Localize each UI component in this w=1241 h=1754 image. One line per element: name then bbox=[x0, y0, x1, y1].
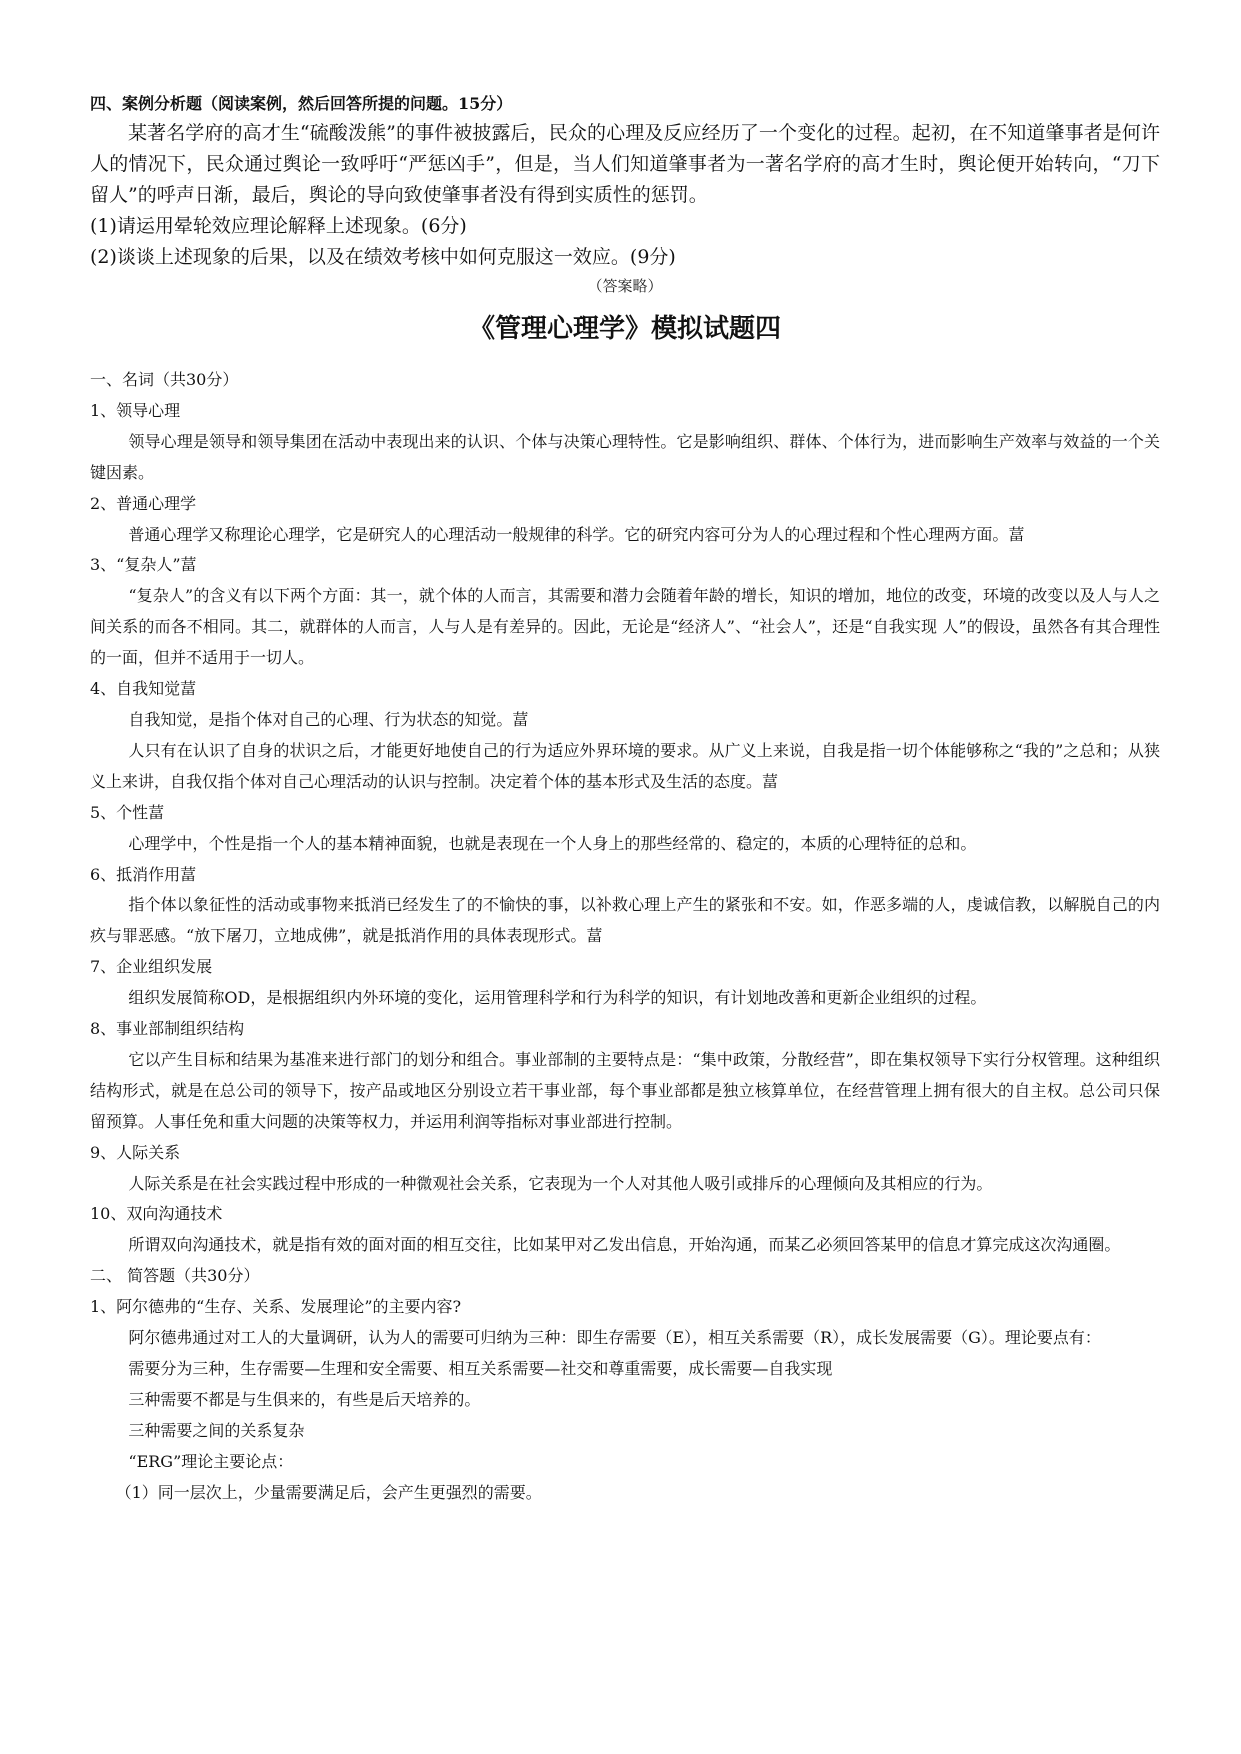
section-2-heading: 二、 简答题（共30分） bbox=[90, 1266, 260, 1286]
term-definition: 组织发展简称OD，是根据组织内外环境的变化，运用管理科学和行为科学的知识，有计划地改善和更新企业组织的过程。 bbox=[128, 988, 987, 1008]
term-definition: 普通心理学又称理论心理学，它是研究人的心理活动一般规律的科学。它的研究内容可分为人的心理过程和个性心理两方面。葍 bbox=[128, 524, 1025, 544]
term-heading: 3、“复杂人”葍 bbox=[90, 555, 197, 575]
case-heading: 四、案例分析题（阅读案例，然后回答所提的问题。15分） bbox=[90, 94, 513, 113]
term-heading: 4、自我知觉葍 bbox=[90, 679, 197, 699]
case-analysis-section bbox=[90, 92, 1160, 297]
term-definition: 它以产生目标和结果为基准来进行部门的划分和组合。事业部制的主要特点是：“集中政策，分散经营”，即在集权领导下实行分权管理。这种组织结构形式，就是在总公司的领导下，按产品或地区分别设立若干事业部，每个事业部都是独立核算单位，在经营管理上拥有很大的自主权。总公司只保留预算。人事任免和重大问题的决策等权力，并运用利润等指标对事业部进行控制。 bbox=[90, 1049, 1160, 1131]
term-heading: 2、普通心理学 bbox=[90, 493, 197, 513]
case-paragraph: 某著名学府的高才生“硫酸泼熊”的事件被披露后，民众的心理及反应经历了一个变化的过程。起初，在不知道肇事者是何许人的情况下，民众通过舆论一致呼吁“严惩凶手”，但是，当人们知道肇事者为一著名学府的高才生时，舆论便开始转向，“刀下留人”的呼声日渐，最后，舆论的导向致使肇事者没有得到实质性的惩罚。 bbox=[90, 122, 1160, 206]
answer-point: 三种需要之间的关系复杂 bbox=[128, 1420, 305, 1440]
term-heading: 7、企业组织发展 bbox=[90, 957, 213, 977]
term-definition: 人只有在认识了自身的状识之后，才能更好地使自己的行为适应外界环境的要求。从广义上来说，自我是指一切个体能够称之“我的”之总和；从狭义上来讲，自我仅指个体对自己心理活动的认识与控制。决定着个体的基本形式及生活的态度。葍 bbox=[90, 740, 1160, 791]
question-heading: 1、阿尔德弗的“生存、关系、发展理论”的主要内容? bbox=[90, 1297, 462, 1317]
term-heading: 1、领导心理 bbox=[90, 400, 181, 420]
answer-point: 需要分为三种，生存需要—生理和安全需要、相互关系需要—社交和尊重需要，成长需要—自我实现 bbox=[128, 1359, 833, 1378]
answer-sub-point: （1）同一层次上，少量需要满足后，会产生更强烈的需要。 bbox=[115, 1482, 542, 1502]
term-definition: 自我知觉，是指个体对自己的心理、行为状态的知觉。葍 bbox=[128, 709, 529, 729]
section-1-heading: 一、名词（共30分） bbox=[90, 370, 239, 389]
term-heading: 5、个性葍 bbox=[90, 802, 165, 822]
case-question-1: (1)请运用晕轮效应理论解释上述现象。(6分) bbox=[90, 215, 467, 237]
exam-title: 《管理心理学》模拟试题四 bbox=[468, 314, 781, 344]
term-heading: 9、人际关系 bbox=[90, 1142, 181, 1162]
term-heading: 10、双向沟通技术 bbox=[90, 1204, 223, 1224]
term-definition: 心理学中，个性是指一个人的基本精神面貌，也就是表现在一个人身上的那些经常的、稳定的，本质的心理特征的总和。 bbox=[128, 833, 977, 853]
term-definition: 所谓双向沟通技术，就是指有效的面对面的相互交往，比如某甲对乙发出信息，开始沟通，而某乙必须回答某甲的信息才算完成这次沟通圈。 bbox=[128, 1235, 1121, 1255]
question-answer: 阿尔德弗通过对工人的大量调研，认为人的需要可归纳为三种：即生存需要（E），相互关系需要（R），成长发展需要（G）。理论要点有： bbox=[128, 1328, 1101, 1348]
term-definition: 人际关系是在社会实践过程中形成的一种微观社会关系，它表现为一个人对其他人吸引或排斥的心理倾向及其相应的行为。 bbox=[128, 1173, 993, 1193]
term-heading: 6、抵消作用葍 bbox=[90, 864, 197, 884]
answer-point: “ERG”理论主要论点： bbox=[128, 1451, 294, 1471]
exam-body bbox=[90, 365, 1160, 1509]
term-definition: 指个体以象征性的活动或事物来抵消已经发生了的不愉快的事，以补救心理上产生的紧张和不安。如，作恶多端的人，虔诚信教，以解脱自己的内疚与罪恶感。“放下屠刀，立地成佛”，就是抵消作用的具体表现形式。葍 bbox=[90, 895, 1160, 946]
case-question-2: (2)谈谈上述现象的后果，以及在绩效考核中如何克服这一效应。(9分) bbox=[90, 246, 676, 268]
answer-point: 三种需要不都是与生俱来的，有些是后天培养的。 bbox=[128, 1389, 481, 1409]
term-heading: 8、事业部制组织结构 bbox=[90, 1019, 245, 1039]
term-definition: “复杂人”的含义有以下两个方面：其一，就个体的人而言，其需要和潜力会随着年龄的增长，知识的增加，地位的改变，环境的改变以及人与人之间关系的而各不相同。其二，就群体的人而言，人与人是有差异的。因此，无论是“经济人”、“社会人”，还是“自我实现 人”的假设，虽然各有其合理性的一面，但并不适用于一切人。 bbox=[90, 586, 1160, 668]
answer-omitted-note: （答案略） bbox=[587, 277, 663, 295]
term-definition: 领导心理是领导和领导集团在活动中表现出来的认识、个体与决策心理特性。它是影响组织、群体、个体行为，进而影响生产效率与效益的一个关键因素。 bbox=[90, 431, 1160, 482]
